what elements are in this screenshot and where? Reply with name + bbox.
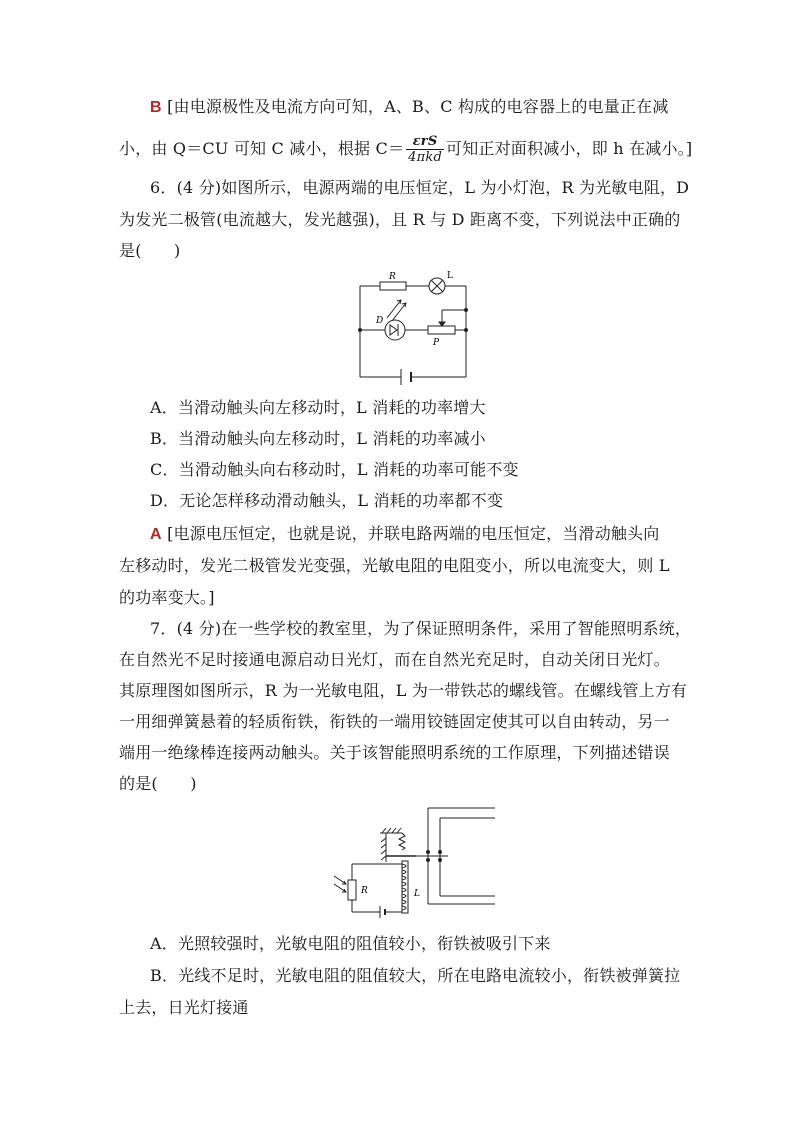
label-d: D — [376, 316, 384, 326]
q6-answer-text1: [电源电压恒定，也就是说，并联电路两端的电压恒定，当滑动触头向 — [167, 524, 660, 543]
spring-symbol — [399, 833, 405, 850]
q5-answer-text2b: 可知正对面积减小，即 h 在减小。] — [446, 139, 693, 158]
fraction-denominator: 4πkd — [408, 150, 442, 165]
q6-answer-line3: 的功率变大。] — [119, 588, 215, 607]
q7-stem-line4: 一用细弹簧悬着的轻质衔铁，衔铁的一端用铰链固定使其可以自由转动，另一 — [119, 712, 670, 731]
photoresistor-symbol — [348, 880, 356, 900]
label-l: L — [414, 889, 420, 899]
q7-option-b-line2: 上去，日光灯接通 — [119, 998, 249, 1017]
q6-stem-line2: 为发光二极管(电流越大，发光越强)，且 R 与 D 距离不变，下列说法中正确的 — [119, 210, 681, 229]
q6-answer-line2: 左移动时，发光二极管发光变强，光敏电阻的电阻变小，所以电流变大，则 L — [119, 556, 670, 575]
q5-answer-letter: B — [150, 99, 162, 116]
q5-answer-line2 — [119, 134, 693, 165]
q6-circuit-diagram — [345, 268, 480, 386]
q7-option-a: A．光照较强时，光敏电阻的阻值较小，衔铁被吸引下来 — [150, 934, 551, 953]
fraction-numerator: εrS — [406, 134, 444, 150]
q6-option-c: C．当滑动触头向右移动时，L 消耗的功率可能不变 — [150, 460, 519, 479]
q6-option-b: B．当滑动触头向左移动时，L 消耗的功率减小 — [150, 429, 486, 448]
solenoid-core — [402, 861, 408, 913]
q7-stem-line3: 其原理图如图所示，R 为一光敏电阻，L 为一带铁芯的螺线管。在螺线管上方有 — [119, 681, 688, 700]
rheostat-symbol — [428, 326, 455, 334]
label-r: R — [361, 886, 368, 896]
q6-answer-line1 — [150, 524, 710, 545]
q7-stem-line2: 在自然光不足时接通电源启动日光灯，而在自然光充足时，自动关闭日光灯。 — [119, 650, 670, 669]
label-r: R — [389, 272, 396, 282]
q7-stem-line5: 端用一绝缘棒连接两动触头。关于该智能照明系统的工作原理，下列描述错误 — [119, 743, 670, 762]
q6-stem-line3: 是( ) — [119, 241, 181, 260]
label-p: P — [433, 338, 440, 348]
q7-stem-line1: 7．(4 分)在一些学校的教室里，为了保证照明条件，采用了智能照明系统， — [150, 619, 692, 638]
capacitance-fraction — [406, 134, 444, 165]
q7-relay-diagram — [330, 804, 498, 918]
q7-option-b-line1: B．光线不足时，光敏电阻的阻值较大，所在电路电流较小，衔铁被弹簧拉 — [150, 966, 681, 985]
label-l: L — [447, 271, 453, 281]
q5-answer-line1 — [150, 97, 710, 118]
q6-option-a: A．当滑动触头向左移动时，L 消耗的功率增大 — [150, 398, 486, 417]
q6-answer-letter: A — [150, 526, 162, 543]
photoresistor-r-symbol — [380, 282, 406, 290]
q5-answer-text1: [由电源极性及电流方向可知，A、B、C 构成的电容器上的电量正在减 — [167, 97, 669, 116]
q5-answer-text2a: 小，由 Q＝CU 可知 C 减小，根据 C＝ — [119, 139, 405, 158]
q6-stem-line1: 6．(4 分)如图所示，电源两端的电压恒定，L 为小灯泡，R 为光敏电阻，D — [150, 178, 690, 197]
q6-option-d: D．无论怎样移动滑动触头，L 消耗的功率都不变 — [150, 491, 504, 510]
q7-stem-line6: 的是( ) — [119, 774, 197, 793]
